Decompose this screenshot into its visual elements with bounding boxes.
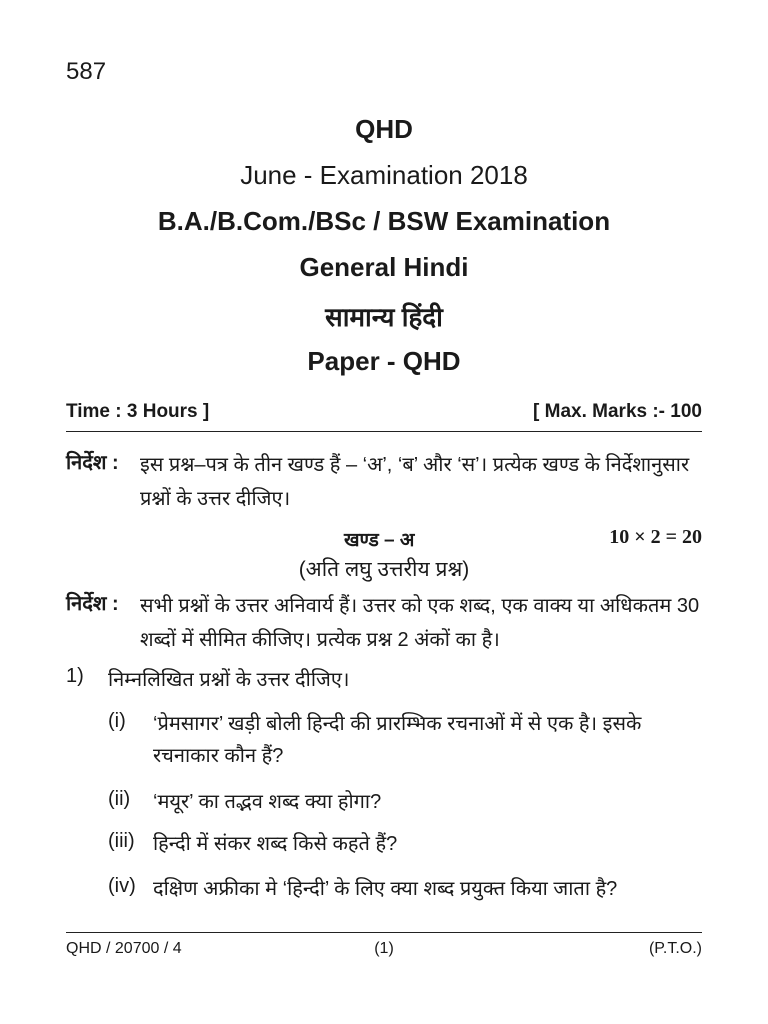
subquestion-number: (iv) (108, 875, 136, 897)
subject-english: General Hindi (299, 252, 469, 282)
exam-title: June - Examination 2018 (240, 160, 528, 190)
directions-label: निर्देश : (66, 452, 119, 474)
subquestion-number: (iii) (108, 830, 135, 852)
subquestion-text: ‘मयूर’ का तद्भव शब्द क्या होगा? (153, 791, 382, 813)
subquestion-text: हिन्दी में संकर शब्द किसे कहते हैं? (153, 833, 398, 855)
question-text: निम्नलिखित प्रश्नों के उत्तर दीजिए। (108, 669, 350, 691)
time-allowed: Time : 3 Hours ] (66, 401, 210, 422)
degree-title: B.A./B.Com./BSc / BSW Examination (157, 206, 611, 236)
footer-page-number: (1) (374, 940, 394, 957)
subject-hindi: सामान्य हिंदी (325, 302, 443, 332)
section-title: खण्ड – अ (344, 530, 415, 551)
directions-label-section: निर्देश : (66, 593, 119, 615)
question-number: 1) (66, 665, 84, 687)
section-marks: 10 × 2 = 20 (609, 526, 702, 548)
subquestion-text: ‘प्रेमसागर’ खड़ी बोली हिन्दी की प्रारम्भिक रचनाओं में से एक है। इसके रचनाकार कौन हैं? (153, 713, 642, 767)
max-marks: [ Max. Marks :- 100 (533, 401, 702, 422)
direction-section: सभी प्रश्नों के उत्तर अनिवार्य हैं। उत्तर को एक शब्द, एक वाक्य या अधिकतम 30 शब्दों में सीमित कीजिए। प्रत्येक प्रश्न 2 अंकों का है। (140, 595, 700, 651)
header-divider (66, 431, 702, 432)
subquestion-text: दक्षिण अफ्रीका मे ‘हिन्दी’ के लिए क्या शब्द प्रयुक्त किया जाता है? (153, 878, 618, 900)
subquestion-number: (ii) (108, 788, 131, 810)
page-number: 587 (66, 58, 107, 85)
footer-pto: (P.T.O.) (648, 940, 702, 957)
paper-title: Paper - QHD (307, 346, 461, 376)
subquestion-number: (i) (108, 710, 126, 732)
direction-general: इस प्रश्न–पत्र के तीन खण्ड हैं – ‘अ’, ‘ब’ और ‘स’। प्रत्येक खण्ड के निर्देशानुसार प्रश्नों के उत्तर दीजिए। (140, 454, 690, 510)
footer-code: QHD / 20700 / 4 (66, 940, 182, 957)
paper-code: QHD (355, 114, 413, 144)
footer-divider (66, 932, 702, 933)
section-subtitle: (अति लघु उत्तरीय प्रश्न) (298, 558, 470, 581)
